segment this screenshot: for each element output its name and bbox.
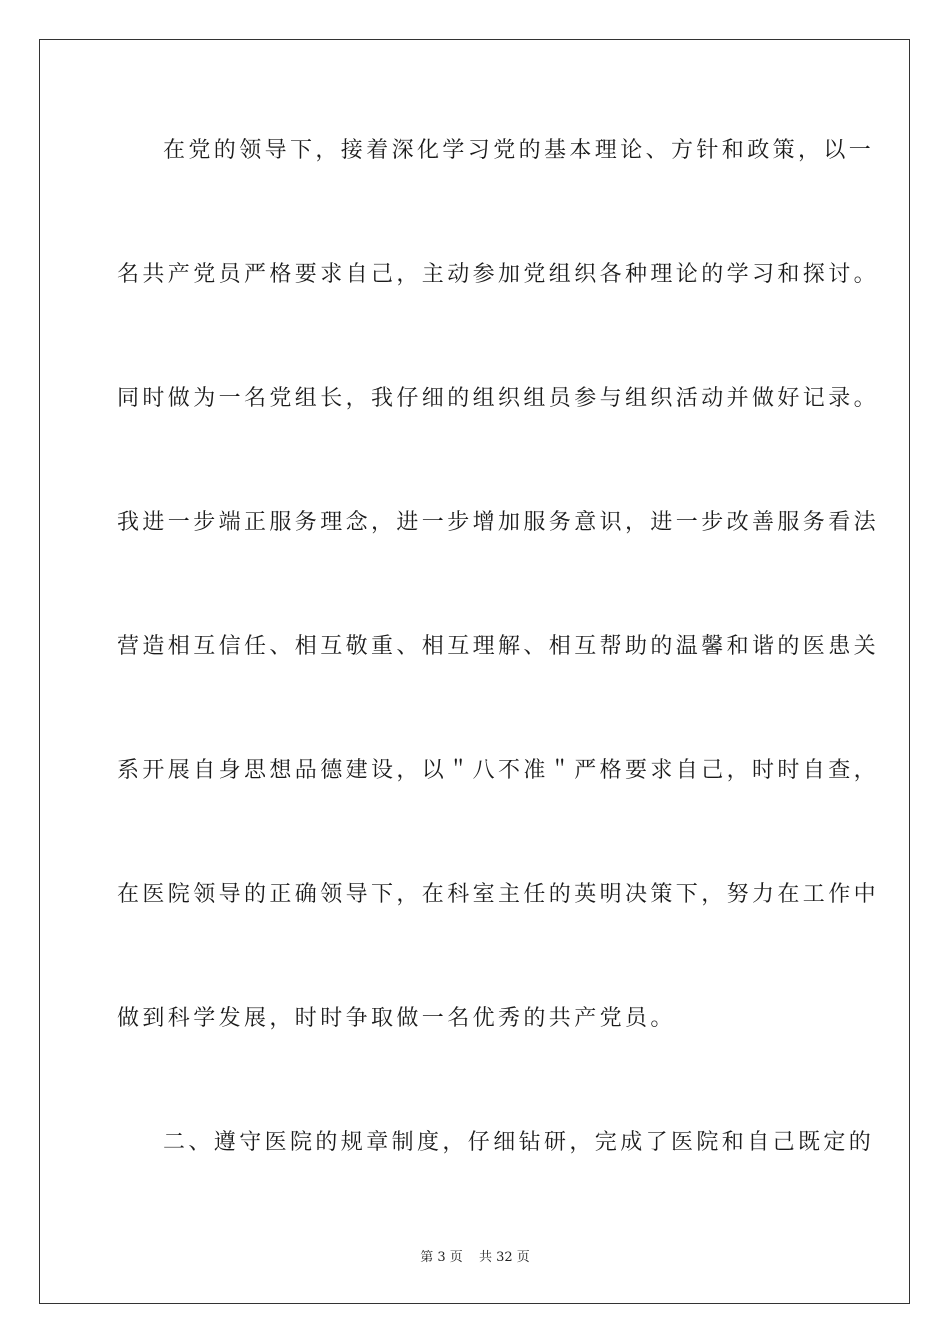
page-border [39,39,910,1304]
body-line-7: 在医院领导的正确领导下，在科室主任的英明决策下，努力在工作中 [117,882,880,907]
page-total: 共 32 页 [478,1250,530,1265]
body-line-9: 二、遵守医院的规章制度，仔细钻研，完成了医院和自己既定的 [163,1130,875,1155]
body-line-5: 营造相互信任、相互敬重、相互理解、相互帮助的温馨和谐的医患关 [117,634,880,659]
page-footer [0,1246,950,1265]
page-number: 第 3 页 [420,1250,463,1265]
body-line-2: 名共产党员严格要求自己，主动参加党组织各种理论的学习和探讨。 [117,262,880,287]
body-line-4: 我进一步端正服务理念，进一步增加服务意识，进一步改善服务看法 [117,510,880,535]
body-line-3: 同时做为一名党组长，我仔细的组织组员参与组织活动并做好记录。 [117,386,880,411]
body-line-8: 做到科学发展，时时争取做一名优秀的共产党员。 [117,1006,676,1031]
body-line-6: 系开展自身思想品德建设，以＂八不准＂严格要求自己，时时自查， [117,758,880,783]
body-line-1: 在党的领导下，接着深化学习党的基本理论、方针和政策，以一 [163,138,875,163]
